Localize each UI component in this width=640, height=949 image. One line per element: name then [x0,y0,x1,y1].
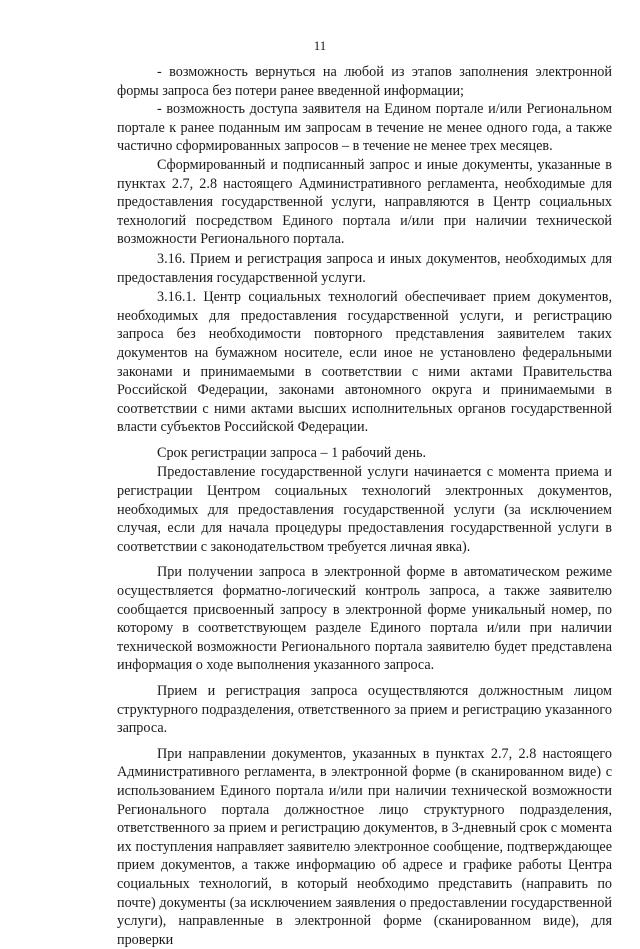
paragraph-registration-term: Срок регистрации запроса – 1 рабочий день. [157,444,427,461]
paragraph-documents-sending: При направлении документов, указанных в пунктах 2.7, 2.8 настоящего Административного регламента, в электронной форме (в сканированном виде) с использованием Единого портала и/или при наличии технической возможности Регионального портала должностное лицо структурного подразделения, ответственного за прием и регистрацию документов, в 3-дневный срок с момента их поступления направляет заявителю электронное сообщение, подтверждающее прием документов, а также информацию об адресе и графике работы Центра социальных технологий, в который необходимо представить (направить по почте) документы (за исключением заявления о предоставлении государственной услуги), направленные в электронной форме (сканированном виде), для проверки [117,745,612,948]
paragraph-bullet-access-requests: - возможность доступа заявителя на Едином портале и/или Региональном портале к ранее поданным им запросам в течение не менее одного года, а также частично сформированных запросов – в течение не менее трех месяцев. [117,101,612,155]
paragraph-section-3-16-1: 3.16.1. Центр социальных технологий обеспечивает прием документов, необходимых для предоставления государственной услуги, и регистрацию запроса без необходимости повторного представления заявителем таких документов на бумажном носителе, если иное не установлено федеральными законами и принимаемыми в соответствии с ними актами Правительства Российской Федерации, законами автономного округа и принимаемыми в соответствии с ними актами высших исполнительных органов государственной власти субъектов Российской Федерации. [117,289,612,436]
paragraph-electronic-request-control: При получении запроса в электронной форме в автоматическом режиме осуществляется форматно-логический контроль запроса, а также заявителю сообщается присвоенный запросу в электронной форме уникальный номер, по которому в соответствующем разделе Единого портала и/или при наличии технической возможности Регионального портала заявителю будет представлена информация о ходе выполнения указанного запроса. [117,564,612,674]
paragraph-service-start: Предоставление государственной услуги начинается с момента приема и регистрации Центром социальных технологий электронных документов, необходимых для предоставления государственной услуги (за исключением случая, если для начала процедуры предоставления государственной услуги в соответствии с законодательством требуется личная явка). [117,464,612,555]
paragraph-acceptance-by-official: Прием и регистрация запроса осуществляются должностным лицом структурного подразделения, ответственного за прием и регистрацию указанного запроса. [117,683,612,737]
page-number: 11 [313,38,327,53]
paragraph-bullet-return-stage: - возможность вернуться на любой из этапов заполнения электронной формы запроса без потери ранее введенной информации; [117,64,612,99]
paragraph-formed-request: Сформированный и подписанный запрос и иные документы, указанные в пунктах 2.7, 2.8 настоящего Административного регламента, необходимые для предоставления государственной услуги, направляются в Центр социальных технологий посредством Единого портала и/или при наличии технической возможности Регионального портала. [117,156,612,248]
document-body [117,63,612,949]
paragraph-section-3-16: 3.16. Прием и регистрация запроса и иных документов, необходимых для предоставления государственной услуги. [117,250,612,286]
